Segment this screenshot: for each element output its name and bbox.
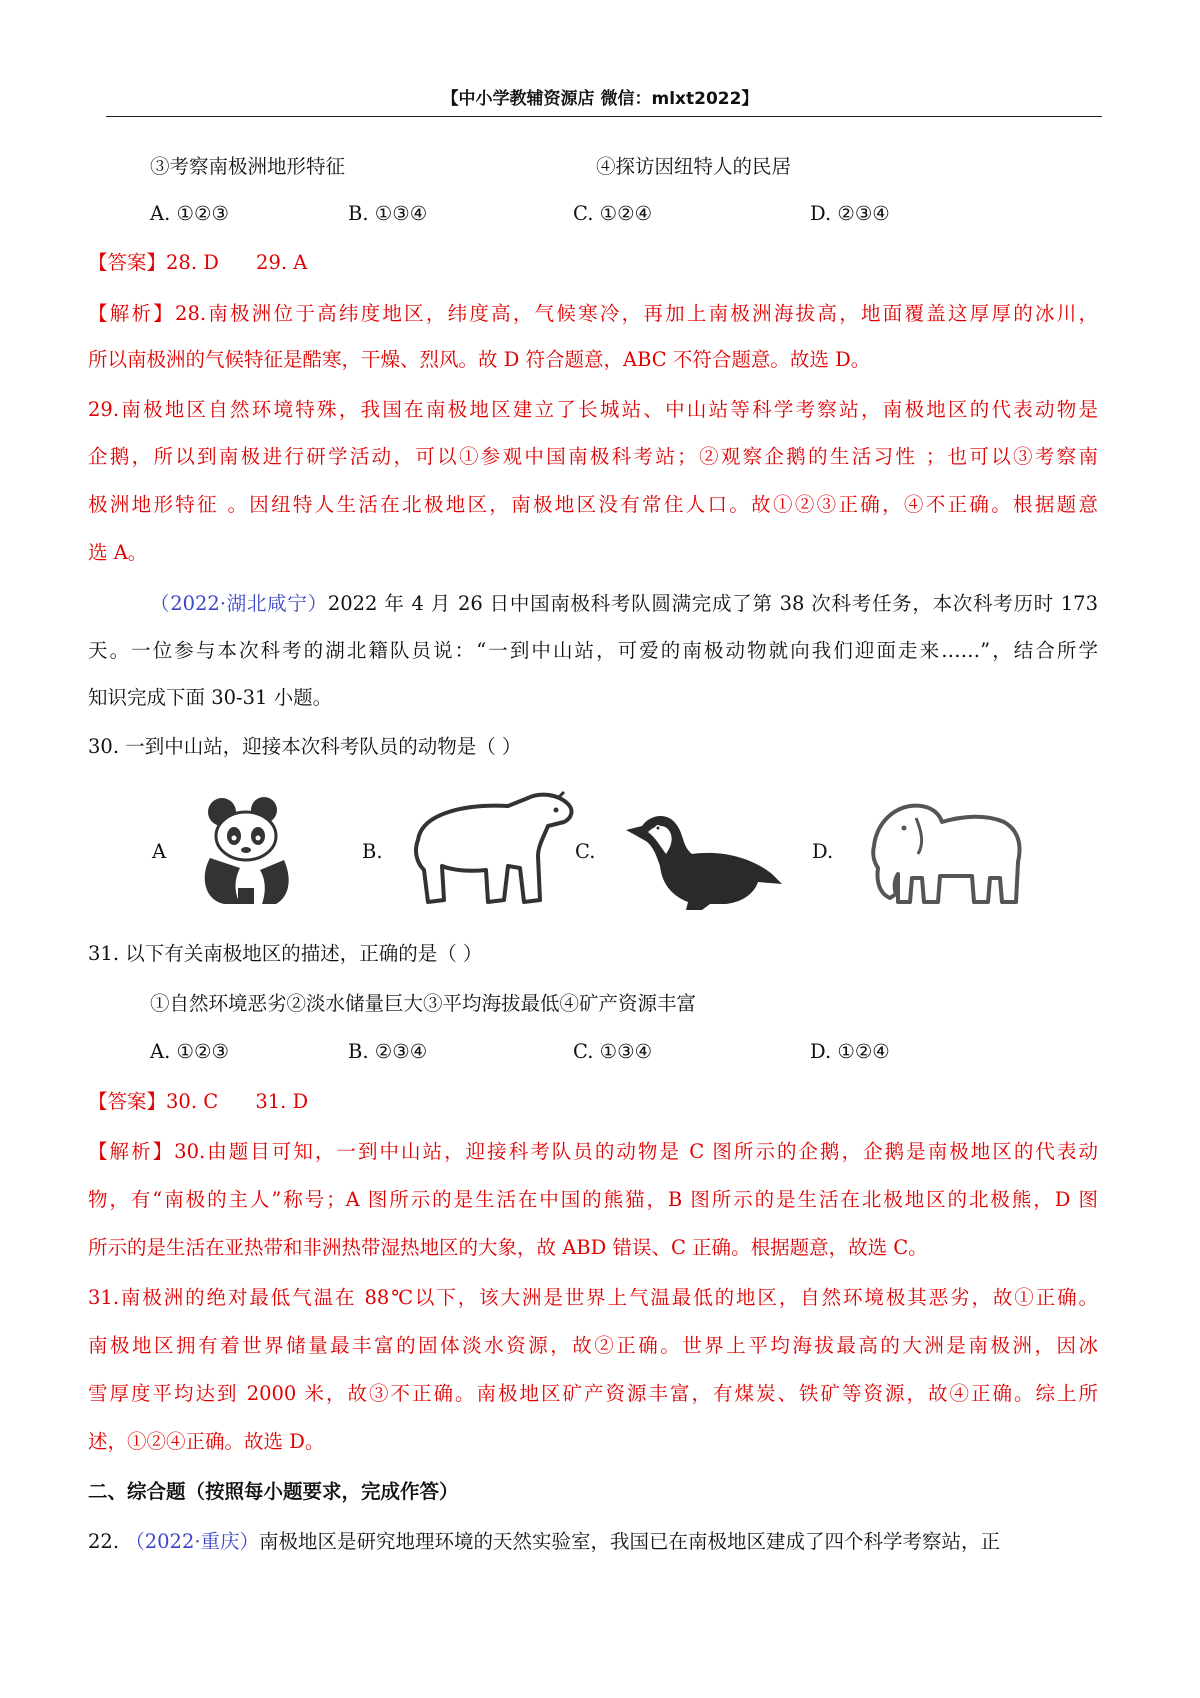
- q31-option-c: C. ①③④: [573, 1040, 653, 1063]
- q31-option-b: B. ②③④: [348, 1040, 428, 1063]
- q31-option-a: A. ①②③: [150, 1040, 229, 1063]
- explanation-label: 【解析】: [88, 1140, 175, 1163]
- q30-option-a-label: A: [152, 840, 167, 863]
- explanation-label: 【解析】: [88, 302, 176, 325]
- intro-text: 2022 年 4 月 26 日中国南极科考队圆满完成了第 38 次科考任务，本次科考历时 173: [327, 592, 1098, 615]
- explanation-29-line1: 29.南极地区自然环境特殊，我国在南极地区建立了长城站、中山站等科学考察站，南极地区的代表动物是: [88, 398, 1098, 421]
- explanation-28-line2: 所以南极洲的气候特征是酷寒，干燥、烈风。故 D 符合题意，ABC 不符合题意。故选 D。: [88, 348, 871, 371]
- q30-option-b-label: B.: [362, 840, 383, 863]
- source-tag: （2022·湖北咸宁）: [150, 592, 328, 615]
- intro-30-31-line3: 知识完成下面 30-31 小题。: [88, 686, 333, 709]
- q31-stem: 31. 以下有关南极地区的描述，正确的是（ ）: [88, 942, 483, 965]
- q29-option-a: A. ①②③: [150, 202, 229, 225]
- q22-text: 南极地区是研究地理环境的天然实验室，我国已在南极地区建成了四个科学考察站，正: [259, 1530, 1001, 1553]
- elephant-icon: [866, 798, 1026, 910]
- q29-option-b: B. ①③④: [348, 202, 428, 225]
- q29-item-4: ④探访因纽特人的民居: [596, 155, 792, 178]
- q29-option-c: C. ①②④: [573, 202, 653, 225]
- answer-text: 30. C 31. D: [166, 1090, 309, 1113]
- q30-stem: 30. 一到中山站，迎接本次科考队员的动物是（ ）: [88, 735, 522, 758]
- explanation-29-line4: 选 A。: [88, 541, 148, 564]
- explanation-31-line1: 31.南极洲的绝对最低气温在 88℃以下，该大洲是世界上气温最低的地区，自然环境极其恶劣，故①正确。: [88, 1286, 1098, 1309]
- answer-label: 【答案】: [88, 1090, 167, 1113]
- explanation-28-line1: [88, 300, 1098, 328]
- q31-items: ①自然环境恶劣②淡水储量巨大③平均海拔最低④矿产资源丰富: [150, 992, 697, 1015]
- q30-option-c-label: C.: [575, 840, 596, 863]
- q22-stem: [88, 1528, 1108, 1556]
- answer-label: 【答案】: [88, 251, 167, 274]
- source-tag: （2022·重庆）: [125, 1530, 260, 1553]
- q22-number: 22.: [88, 1530, 120, 1553]
- panda-icon: [200, 796, 292, 906]
- explanation-29-line2: 企鹅，所以到南极进行研学活动，可以①参观中国南极科考站；②观察企鹅的生活习性 ；也可以③考察南: [88, 445, 1098, 468]
- explanation-30-line2: 物，有“南极的主人”称号；A 图所示的是生活在中国的熊猫，B 图所示的是生活在北极地区的北极熊，D 图: [88, 1188, 1098, 1211]
- q30-option-d-label: D.: [812, 840, 834, 863]
- explanation-31-line4: 述，①②④正确。故选 D。: [88, 1430, 325, 1453]
- q29-item-3: ③考察南极洲地形特征: [150, 155, 346, 178]
- answer-28-29: [88, 249, 1108, 277]
- q29-option-d: D. ②③④: [810, 202, 890, 225]
- explanation-text: 30.由题目可知，一到中山站，迎接科考队员的动物是 C 图所示的企鹅，企鹅是南极地区的代表动: [174, 1140, 1098, 1163]
- polar-bear-icon: [408, 790, 578, 910]
- explanation-text: 28.南极洲位于高纬度地区，纬度高，气候寒冷，再加上南极洲海拔高，地面覆盖这厚厚的冰川，: [175, 302, 1098, 325]
- explanation-29-line3: 极洲地形特征 。因纽特人生活在北极地区，南极地区没有常住人口。故①②③正确，④不正确。根据题意: [88, 493, 1098, 516]
- penguin-icon: [622, 800, 787, 910]
- explanation-31-line3: 雪厚度平均达到 2000 米，故③不正确。南极地区矿产资源丰富，有煤炭、铁矿等资源，故④正确。综上所: [88, 1382, 1098, 1405]
- answer-30-31: [88, 1088, 1108, 1116]
- explanation-31-line2: 南极地区拥有着世界储量最丰富的固体淡水资源，故②正确。世界上平均海拔最高的大洲是南极洲，因冰: [88, 1334, 1098, 1357]
- q31-option-d: D. ①②④: [810, 1040, 890, 1063]
- answer-text: 28. D 29. A: [166, 251, 308, 274]
- page-header: 【中小学教辅资源店 微信：mlxt2022】: [441, 89, 759, 109]
- explanation-30-line1: [88, 1138, 1098, 1166]
- header-divider: [106, 116, 1102, 117]
- intro-30-31-line1: [150, 590, 1098, 618]
- section-2-title: 二、综合题（按照每小题要求，完成作答）: [88, 1480, 459, 1503]
- intro-30-31-line2: 天。一位参与本次科考的湖北籍队员说：“一到中山站，可爱的南极动物就向我们迎面走来……”，结合所学: [88, 639, 1098, 662]
- explanation-30-line3: 所示的是生活在亚热带和非洲热带湿热地区的大象，故 ABD 错误、C 正确。根据题意，故选 C。: [88, 1236, 928, 1259]
